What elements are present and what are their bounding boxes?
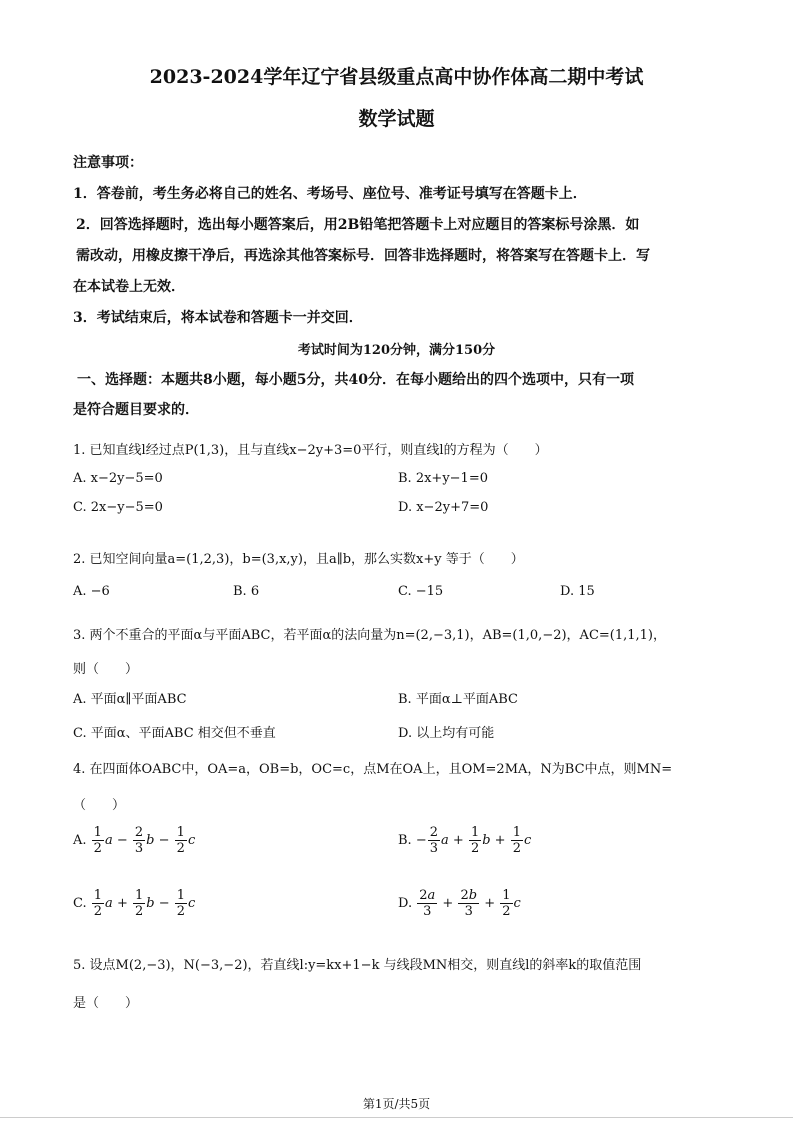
- exam-time: 考试时间为120分钟，满分150分: [297, 343, 496, 358]
- exam-title: 2023-2024学年辽宁省县级重点高中协作体高二期中考试: [149, 66, 644, 88]
- q5-stem-cont: 是（ ）: [73, 996, 139, 1011]
- q1-option-b: B. 2x+y−1=0: [398, 471, 488, 486]
- section1-heading: 一、选择题：本题共8小题，每小题5分，共40分．在每小题给出的四个选项中，只有一项: [77, 372, 634, 388]
- q3-option-d: D. 以上均有可能: [398, 726, 495, 741]
- q1-option-d: D. x−2y+7=0: [398, 500, 489, 515]
- notice-item-2-end: 在本试卷上无效．: [73, 279, 185, 295]
- exam-subtitle: 数学试题: [358, 108, 435, 130]
- q3-option-c: C. 平面α、平面ABC 相交但不垂直: [73, 726, 276, 741]
- notice-item-3: 3．考试结束后，将本试卷和答题卡一并交回．: [73, 310, 363, 326]
- q1-stem: 1. 已知直线l经过点P(1,3)，且与直线x−2y+3=0平行，则直线l的方程为（ ）: [73, 443, 548, 458]
- q4-option-b: B. − $\frac{2}{3}$ a + $\frac{1}{2}$ b + $\frac{1}{2}$ c: [398, 825, 532, 856]
- notice-item-2-cont: 需改动，用橡皮擦干净后，再选涂其他答案标号．回答非选择题时，将答案写在答题卡上．写: [76, 248, 650, 264]
- q4-option-c: C. $\frac{1}{2}$ a + $\frac{1}{2}$ b − $\frac{1}{2}$ c: [73, 888, 196, 919]
- q3-option-b: B. 平面α⊥平面ABC: [398, 692, 518, 707]
- q4-stem: 4. 在四面体OABC中，OA=a，OB=b，OC=c，点M在OA上，且OM=2MA，N为BC中点，则MN=: [73, 762, 673, 777]
- q5-stem: 5. 设点M(2,−3)，N(−3,−2)，若直线l:y=kx+1−k 与线段MN相交，则直线l的斜率k的取值范围: [73, 958, 642, 973]
- page-number: 第1页/共5页: [362, 1097, 431, 1111]
- q2-option-b: B. 6: [233, 584, 260, 599]
- q3-stem: 3. 两个不重合的平面α与平面ABC，若平面α的法向量为n=(2,−3,1)，AB=(1,0,−2)，AC=(1,1,1)，: [73, 628, 666, 643]
- notice-item-1: 1．答卷前，考生务必将自己的姓名、考场号、座位号、准考证号填写在答题卡上．: [73, 186, 587, 202]
- q4-stem-cont: （ ）: [73, 798, 126, 813]
- q2-option-a: A. −6: [73, 584, 110, 599]
- q3-stem-cont: 则（ ）: [73, 662, 139, 677]
- notice-item-2: 2．回答选择题时，选出每小题答案后，用2B铅笔把答题卡上对应题目的答案标号涂黑．如: [76, 217, 640, 233]
- q2-stem: 2. 已知空间向量a=(1,2,3)，b=(3,x,y)，且a∥b，那么实数x+y 等于（ ）: [73, 552, 524, 567]
- q3-option-a: A. 平面α∥平面ABC: [73, 692, 187, 707]
- q2-option-c: C. −15: [398, 584, 444, 599]
- q4-option-d: D. $\frac{2a}{3}$ + $\frac{2b}{3}$ + $\frac{1}{2}$ c: [398, 888, 521, 919]
- section1-heading-cont: 是符合题目要求的．: [73, 402, 199, 418]
- q1-option-c: C. 2x−y−5=0: [73, 500, 163, 515]
- bottom-divider: [0, 1117, 793, 1118]
- q2-option-d: D. 15: [560, 584, 595, 599]
- q1-option-a: A. x−2y−5=0: [73, 471, 163, 486]
- q4-option-a: A. $\frac{1}{2}$ a − $\frac{2}{3}$ b − $\frac{1}{2}$ c: [73, 825, 196, 856]
- notice-heading: 注意事项：: [73, 155, 143, 171]
